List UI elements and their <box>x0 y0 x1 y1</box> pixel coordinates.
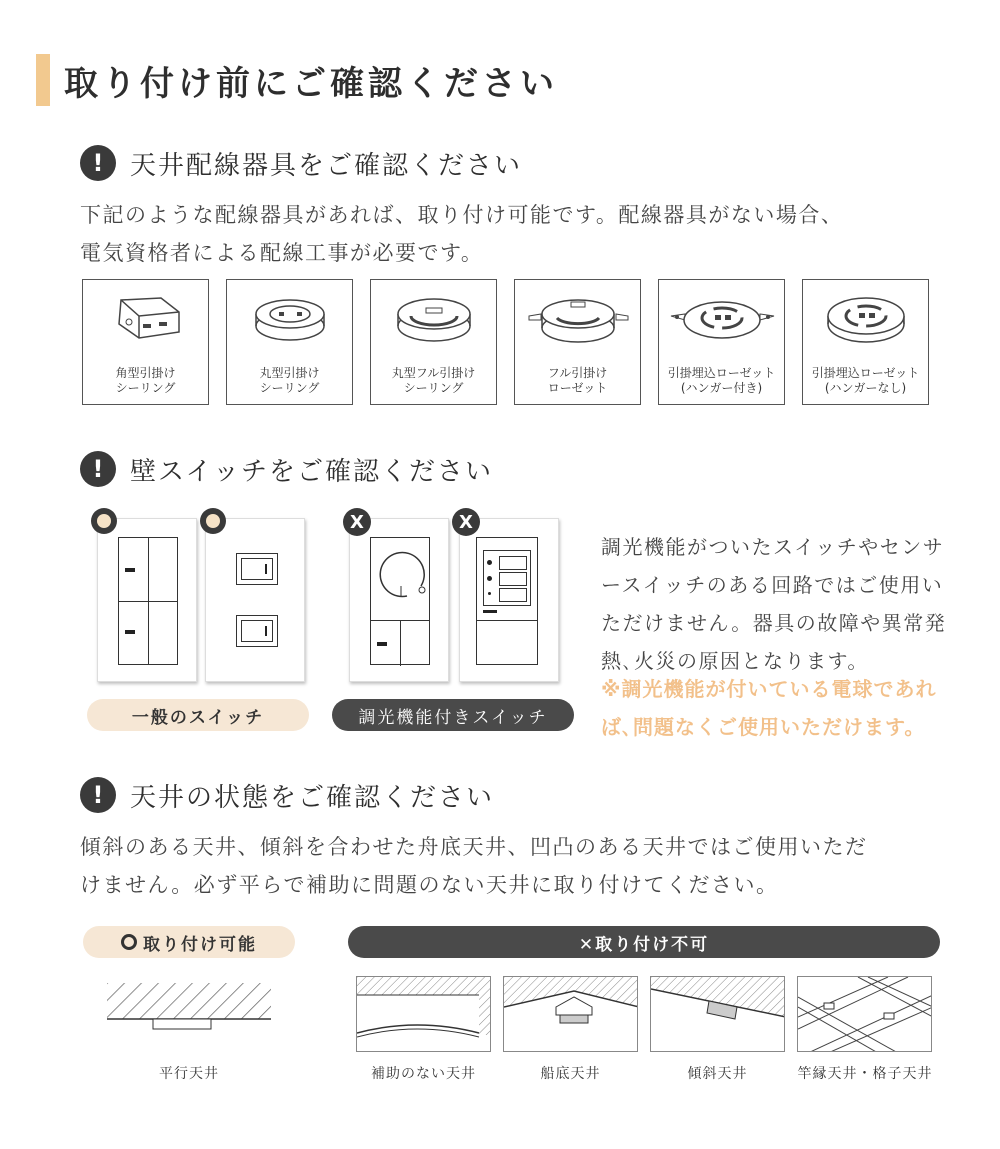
ceiling-slanted <box>650 976 785 1052</box>
rocker-switch <box>236 615 278 647</box>
text-line: 調光機能がついたスイッチやセンサ <box>601 535 945 559</box>
title-accent-bar <box>36 54 50 106</box>
parallel-ceiling-diagram <box>107 983 271 1033</box>
dimmer-switch-panel <box>459 518 559 682</box>
text-line: けません。必ず平らで補助に問題のない天井に取り付けてください。 <box>80 873 779 897</box>
fixture-label: フル引掛け ローゼット <box>547 366 608 395</box>
switch-warning-text <box>601 528 973 680</box>
section-ceiling-text <box>80 828 868 904</box>
ceiling-ok-text: 取り付け可能 <box>143 934 257 955</box>
lattice-ceiling-icon <box>798 977 932 1052</box>
section-wiring-title: 天井配線器具をご確認ください <box>130 150 523 181</box>
ceiling-lattice <box>797 976 932 1052</box>
ok-circle-icon <box>121 934 137 950</box>
fixture-label: 引掛埋込ローゼット (ハンガー付き) <box>667 366 776 395</box>
dimmer-plate <box>370 537 430 665</box>
fixture-round-full-ceiling <box>370 279 497 405</box>
boat-bottom-ceiling-icon <box>504 977 638 1052</box>
round-ceiling-icon <box>227 286 354 366</box>
fixture-label: 丸型フル引掛け シーリング <box>391 366 476 395</box>
dimmer-dial-icon <box>371 538 431 618</box>
ceiling-boat-bottom <box>503 976 638 1052</box>
exclamation-icon: ! <box>80 777 116 813</box>
fixture-full-rosette <box>514 279 641 405</box>
lattice-ceiling-label: 竿縁天井・格子天井 <box>797 1066 933 1082</box>
ng-x-icon: X <box>343 508 371 536</box>
boat-bottom-ceiling-label: 船底天井 <box>540 1066 601 1082</box>
main-title-text: 取り付け前にご確認ください <box>64 63 558 104</box>
slanted-ceiling-icon <box>651 977 785 1052</box>
fixture-embedded-rosette-no-hanger <box>802 279 929 405</box>
no-support-ceiling-icon <box>357 977 491 1052</box>
fixture-label: 丸型引掛け シーリング <box>259 366 320 395</box>
fixture-round-ceiling <box>226 279 353 405</box>
embedded-rosette-hanger-icon <box>659 286 786 366</box>
ceiling-ok-label <box>83 926 295 958</box>
ceiling-ng-label: ✕取り付け不可 <box>348 926 940 958</box>
fixture-square-ceiling <box>82 279 209 405</box>
general-switch-double <box>97 518 197 682</box>
full-rosette-icon <box>515 286 642 366</box>
exclamation-icon: ! <box>80 145 116 181</box>
fixture-label: 引掛埋込ローゼット (ハンガーなし) <box>811 366 920 395</box>
no-support-ceiling-label: 補助のない天井 <box>371 1066 476 1082</box>
ok-circle-icon <box>200 508 226 534</box>
square-ceiling-icon <box>83 286 210 366</box>
section-wiring-header <box>80 143 522 183</box>
round-full-ceiling-icon <box>371 286 498 366</box>
note-line: ※調光機能が付いている電球であれ <box>601 677 937 701</box>
embedded-rosette-no-hanger-icon <box>803 286 930 366</box>
general-switch-rocker <box>205 518 305 682</box>
exclamation-icon: ! <box>80 451 116 487</box>
dimmer-switch-label: 調光機能付きスイッチ <box>332 699 574 731</box>
section-wiring-text <box>80 196 843 272</box>
section-switch-header <box>80 449 493 489</box>
text-line: ースイッチのある回路ではご使用い <box>601 573 944 597</box>
ceiling-no-support <box>356 976 491 1052</box>
ok-circle-icon <box>91 508 117 534</box>
main-title <box>36 54 558 106</box>
section-ceiling-title: 天井の状態をご確認ください <box>130 782 495 813</box>
slanted-ceiling-label: 傾斜天井 <box>687 1066 748 1082</box>
parallel-ceiling-label: 平行天井 <box>159 1066 219 1082</box>
section-ceiling-header <box>80 775 494 815</box>
sensor-plate <box>476 537 538 665</box>
ng-x-icon: X <box>452 508 480 536</box>
section-switch-title: 壁スイッチをご確認ください <box>130 456 493 487</box>
switch-plate <box>118 537 178 665</box>
general-switch-label: 一般のスイッチ <box>87 699 309 731</box>
note-line: ば､問題なくご使用いただけます。 <box>601 715 926 739</box>
rocker-switch <box>236 553 278 585</box>
text-line: 電気資格者による配線工事が必要です。 <box>80 241 484 265</box>
parallel-ceiling-icon <box>107 983 271 1033</box>
text-line: ただけません。器具の故障や異常発 <box>601 611 947 635</box>
fixture-embedded-rosette-hanger <box>658 279 785 405</box>
fixture-label: 角型引掛け シーリング <box>115 366 176 395</box>
text-line: 傾斜のある天井、傾斜を合わせた舟底天井、凹凸のある天井ではご使用いただ <box>80 835 868 859</box>
text-line: 熱､火災の原因となります。 <box>601 649 869 673</box>
switch-note-text <box>601 670 973 746</box>
dimmer-switch-dial <box>349 518 449 682</box>
text-line: 下記のような配線器具があれば、取り付け可能です。配線器具がない場合、 <box>80 203 844 227</box>
